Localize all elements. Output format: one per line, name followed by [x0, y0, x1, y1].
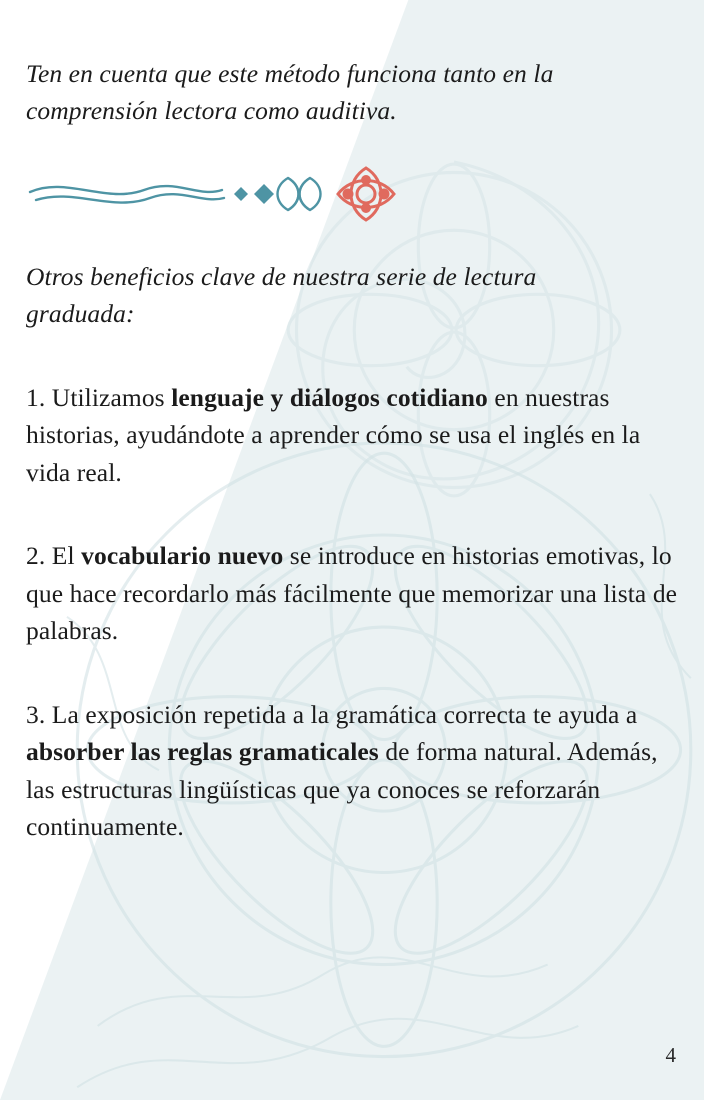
document-content	[26, 0, 678, 1100]
body-text: 3. La exposición repetida a la gramática correcta te ayuda a	[26, 699, 638, 729]
decorative-flourish-divider	[26, 158, 426, 234]
benefit-paragraph-3	[26, 696, 678, 846]
emphasis-text: lenguaje y diálogos cotidiano	[171, 382, 488, 412]
section-subheading: Otros beneficios clave de nuestra serie de lectura graduada:	[26, 261, 537, 329]
emphasis-text: absorber las reglas gramaticales	[26, 737, 379, 767]
intro-paragraph: Ten en cuenta que este método funciona tanto en la comprensión lectora como auditiva.	[26, 59, 554, 126]
benefit-paragraph-2	[26, 537, 678, 649]
page-number: 4	[665, 1043, 676, 1067]
body-text: 2. El	[26, 541, 82, 571]
body-text: se introduce en historias emotivas, lo que hace recordarlo más fácilmente que memorizar una lista de palabras.	[26, 541, 678, 646]
body-text: en nuestras historias, ayudándote a aprender cómo se usa el inglés en la vida real.	[26, 382, 641, 487]
body-text: 1. Utilizamos	[26, 382, 172, 412]
benefit-paragraph-1	[26, 379, 678, 491]
emphasis-text: vocabulario nuevo	[81, 541, 284, 571]
body-text: de forma natural. Además, las estructuras lingüísticas que ya conoces se reforzarán continuamente.	[26, 737, 658, 842]
